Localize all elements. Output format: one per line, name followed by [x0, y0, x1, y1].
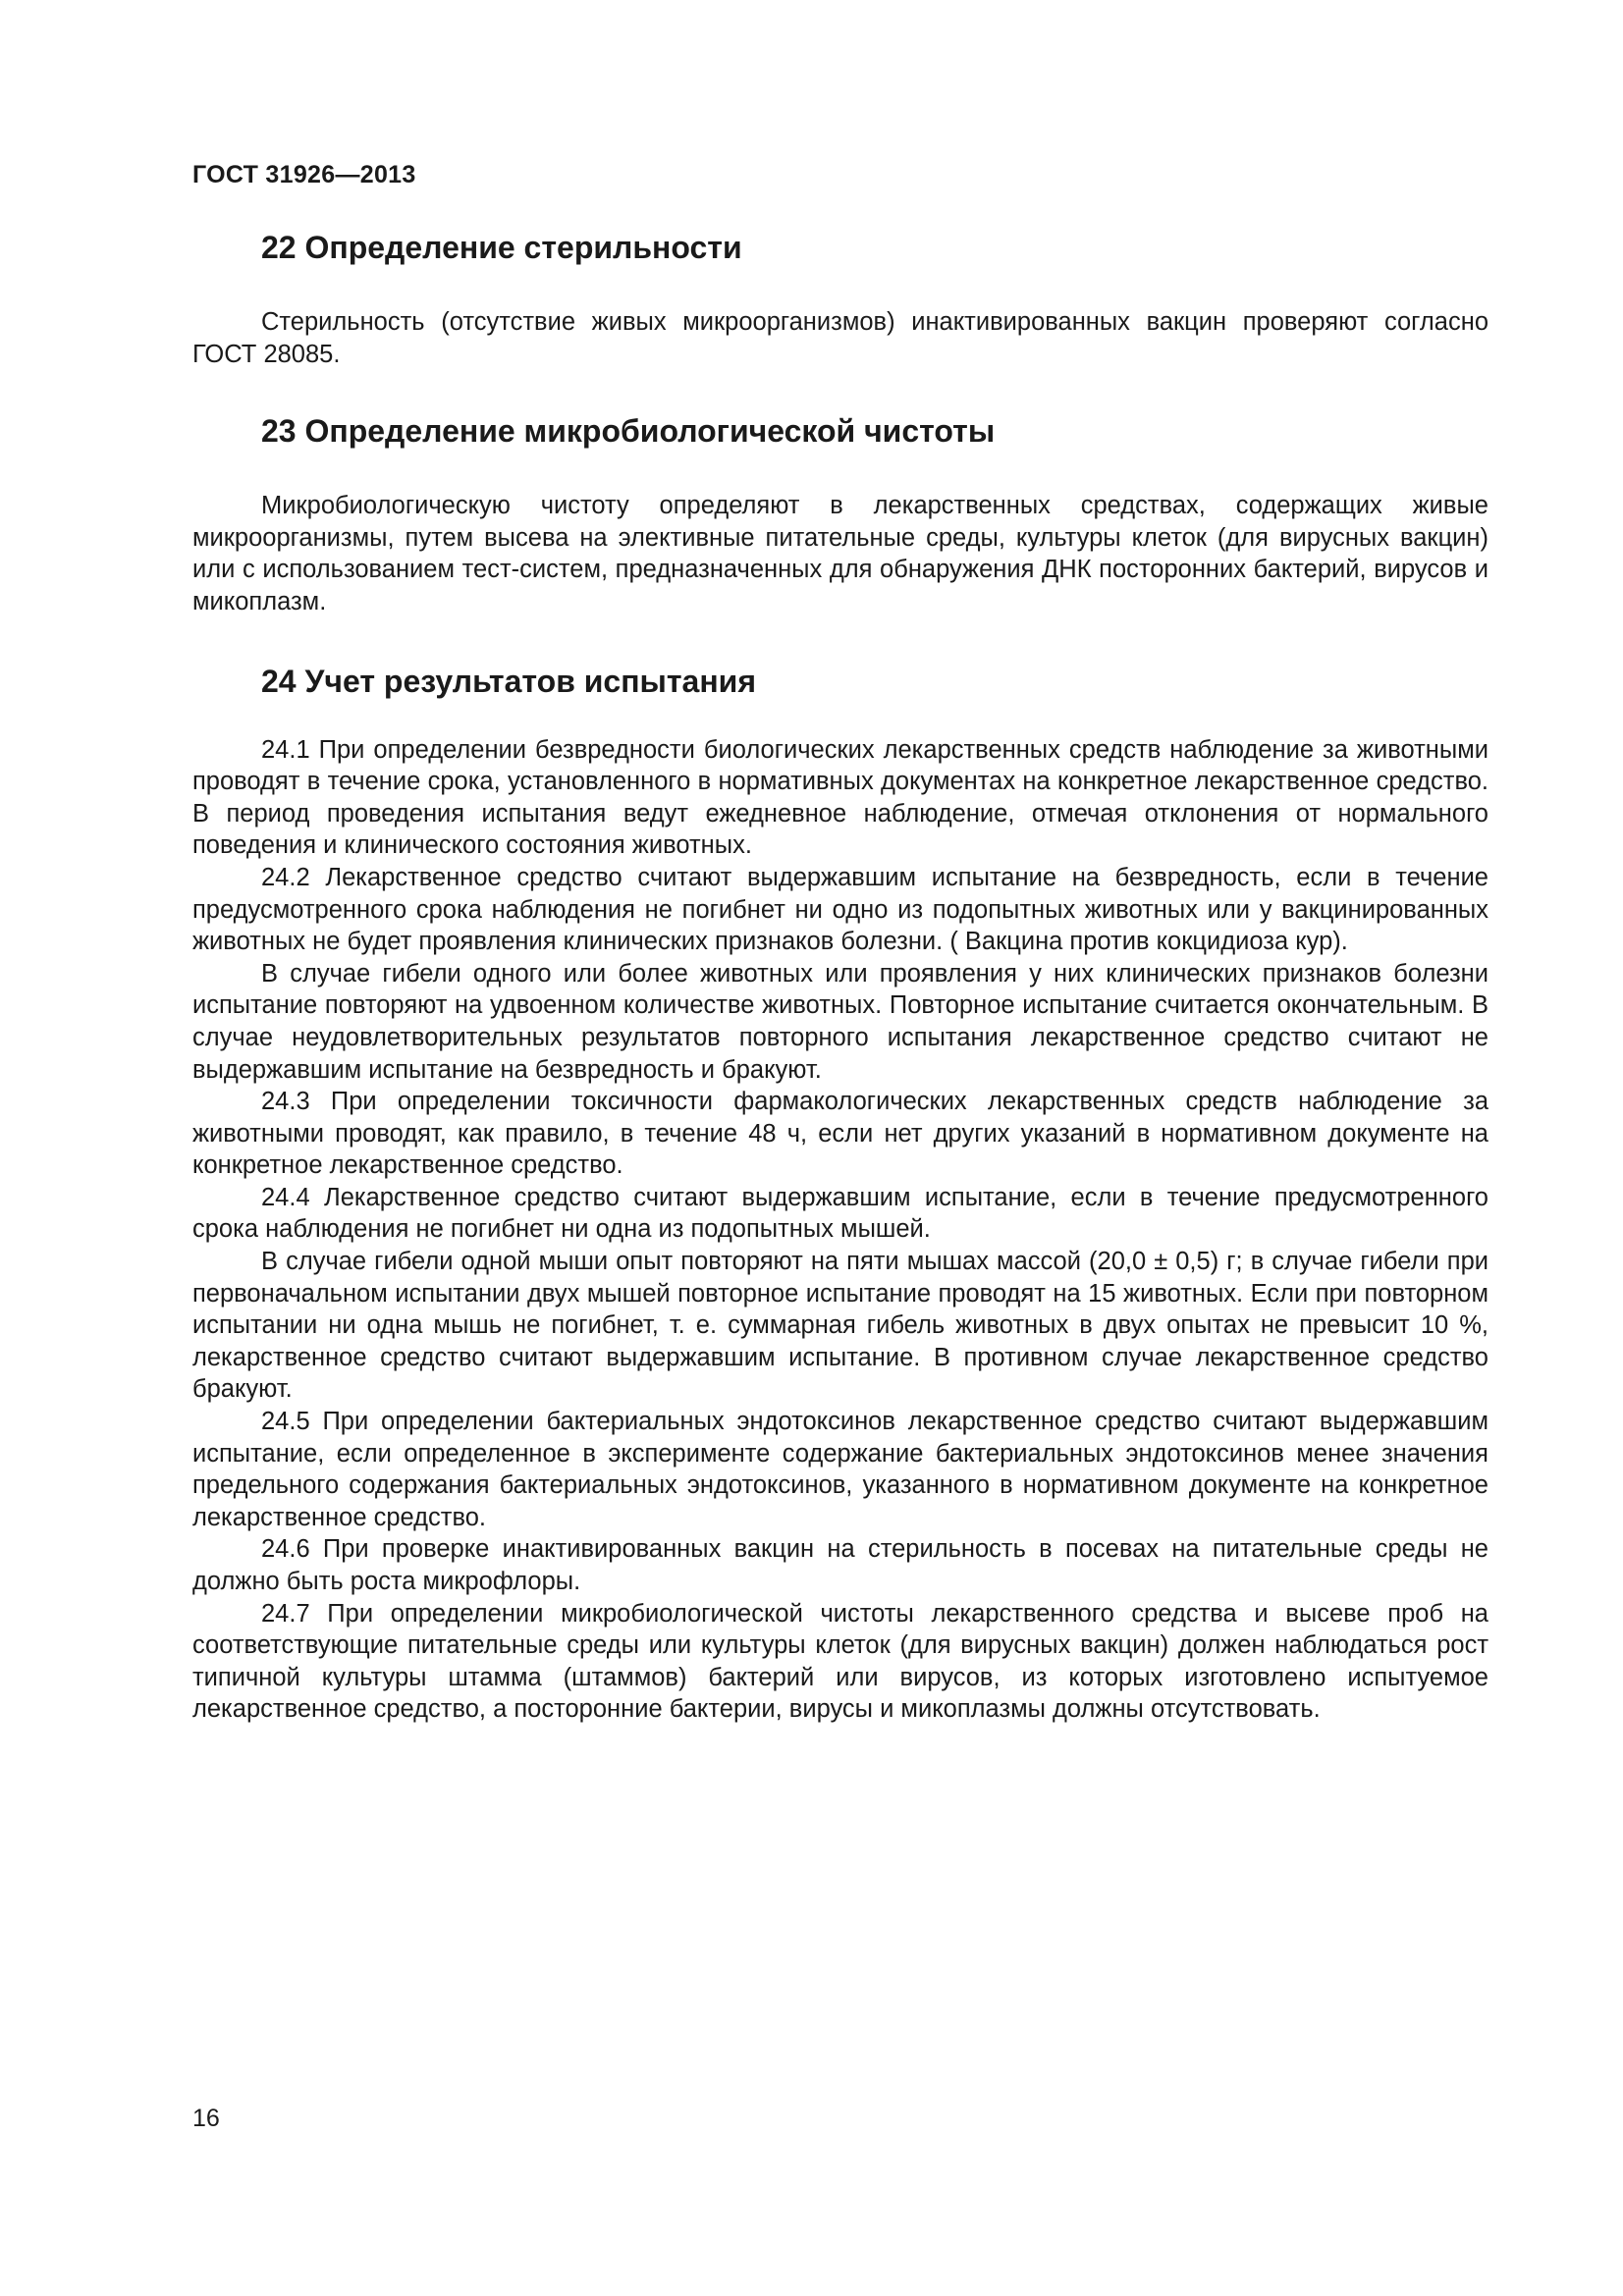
paragraph-24-2-continued: В случае гибели одного или более животных или проявления у них клинических признаков болезни испытание повторяют на удвоенном количестве животных. Повторное испытание считается окончательным. В случае неудовлетворительных результатов повторного испытания лекарственное средство считают не выдержавшим испытание на безвредность и бракуют.	[192, 959, 1488, 1084]
paragraph-24-6: 24.6 При проверке инактивированных вакцин на стерильность в посевах на питательные среды не должно быть роста микрофлоры.	[192, 1535, 1488, 1595]
paragraph-24-7: 24.7 При определении микробиологической чистоты лекарственного средства и высеве проб на соответствующие питательные среды или культуры клеток (для вирусных вакцин) должен наблюдаться рост типичной культуры штамма (штаммов) бактерий или вирусов, из которых изготовлено испытуемое лекарственное средство, а посторонние бактерии, вирусы и микоплазмы должны отсутствовать.	[192, 1599, 1488, 1724]
section-24-heading: 24 Учет результатов испытания	[261, 663, 757, 699]
paragraph-24-4: 24.4 Лекарственное средство считают выдержавшим испытание, если в течение предусмотренного срока наблюдения не погибнет ни одна из подопытных мышей.	[192, 1183, 1488, 1244]
section-23-heading: 23 Определение микробиологической чистоты	[261, 413, 996, 450]
section-23-paragraph: Микробиологическую чистоту определяют в лекарственных средствах, содержащих живые микроорганизмы, путем высева на элективные питательные среды, культуры клеток (для вирусных вакцин) или с использованием тест-систем, предназначенных для обнаружения ДНК посторонних бактерий, вирусов и микоплазм.	[192, 492, 1488, 615]
section-22-heading: 22 Определение стерильности	[261, 230, 742, 265]
section-22-paragraph: Стерильность (отсутствие живых микроорганизмов) инактивированных вакцин проверяют согласно ГОСТ 28085.	[192, 308, 1488, 368]
document-body	[192, 228, 1488, 1726]
paragraph-24-1: 24.1 При определении безвредности биологических лекарственных средств наблюдение за животными проводят в течение срока, установленного в нормативных документах на конкретное лекарственное средство. В период проведения испытания ведут ежедневное наблюдение, отмечая отклонения от нормального поведения и клинического состояния животных.	[192, 735, 1488, 860]
paragraph-24-3: 24.3 При определении токсичности фармакологических лекарственных средств наблюдение за животными проводят, как правило, в течение 48 ч, если нет других указаний в нормативном документе на конкретное лекарственное средство.	[192, 1088, 1488, 1180]
paragraph-24-2: 24.2 Лекарственное средство считают выдержавшим испытание на безвредность, если в течение предусмотренного срока наблюдения не погибнет ни одно из подопытных животных или у вакцинированных животных не будет проявления клинических признаков болезни. ( Вакцина против кокцидиоза кур).	[192, 863, 1488, 956]
document-header: ГОСТ 31926—2013	[192, 161, 416, 188]
paragraph-24-4-continued: В случае гибели одной мыши опыт повторяют на пяти мышах массой (20,0 ± 0,5) г; в случае гибели при первоначальном испытании двух мышей повторное испытание проводят на 15 животных. Если при повторном испытании ни одна мышь не погибнет, т. е. суммарная гибель животных в двух опытах не превысит 10 %, лекарственное средство считают выдержавшим испытание. В противном случае лекарственное средство бракуют.	[192, 1248, 1488, 1404]
paragraph-24-5: 24.5 При определении бактериальных эндотоксинов лекарственное средство считают выдержавшим испытание, если определенное в эксперименте содержание бактериальных эндотоксинов менее значения предельного содержания бактериальных эндотоксинов, указанного в нормативном документе на конкретное лекарственное средство.	[192, 1408, 1488, 1531]
page-number: 16	[192, 2105, 220, 2132]
